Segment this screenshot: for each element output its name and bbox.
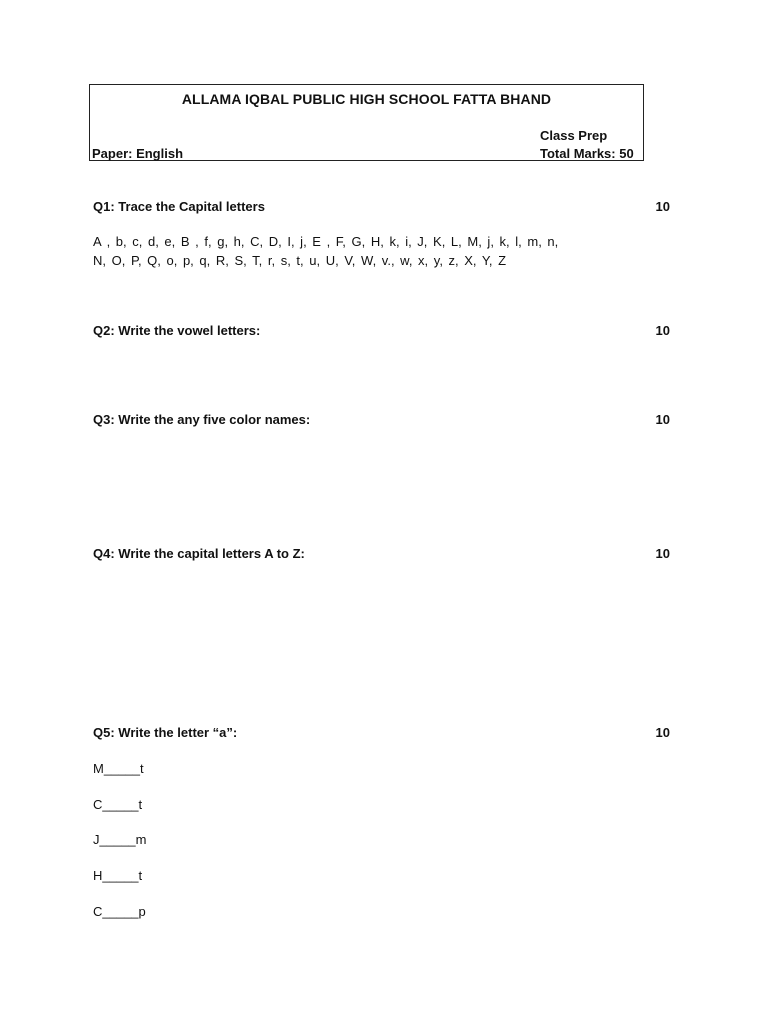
fill-blank-item: J_____m [93,832,147,847]
question-2 [93,323,670,341]
letters-line-1: A , b, c, d, e, B , f, g, h, C, D, I, j, E , F, G, H, k, i, J, K, L, M, j, k, l, m, n, [93,234,559,249]
question-1-marks: 10 [655,199,670,214]
fill-blank-item: H_____t [93,868,143,883]
question-2-text: Q2: Write the vowel letters: [93,323,261,338]
question-3-marks: 10 [655,412,670,427]
header-box [89,84,644,161]
letters-line-2: N, O, P, Q, o, p, q, R, S, T, r, s, t, u, U, V, W, v., w, x, y, z, X, Y, Z [93,253,507,268]
question-5 [93,725,670,743]
paper-label: Paper: English [92,146,184,161]
total-marks-label: Total Marks: 50 [540,146,634,161]
fill-blank-item: C_____t [93,797,143,812]
fill-blank-item: M_____t [93,761,144,776]
question-1 [93,199,670,217]
question-4-marks: 10 [655,546,670,561]
school-name: ALLAMA IQBAL PUBLIC HIGH SCHOOL FATTA BHAND [181,91,552,107]
class-label: Class Prep [540,128,608,143]
question-1-text: Q1: Trace the Capital letters [93,199,265,214]
question-3-text: Q3: Write the any five color names: [93,412,311,427]
question-5-marks: 10 [655,725,670,740]
question-5-text: Q5: Write the letter “a”: [93,725,238,740]
question-4 [93,546,670,564]
question-2-marks: 10 [655,323,670,338]
fill-blank-item: C_____p [93,904,146,919]
question-4-text: Q4: Write the capital letters A to Z: [93,546,305,561]
question-3 [93,412,670,430]
